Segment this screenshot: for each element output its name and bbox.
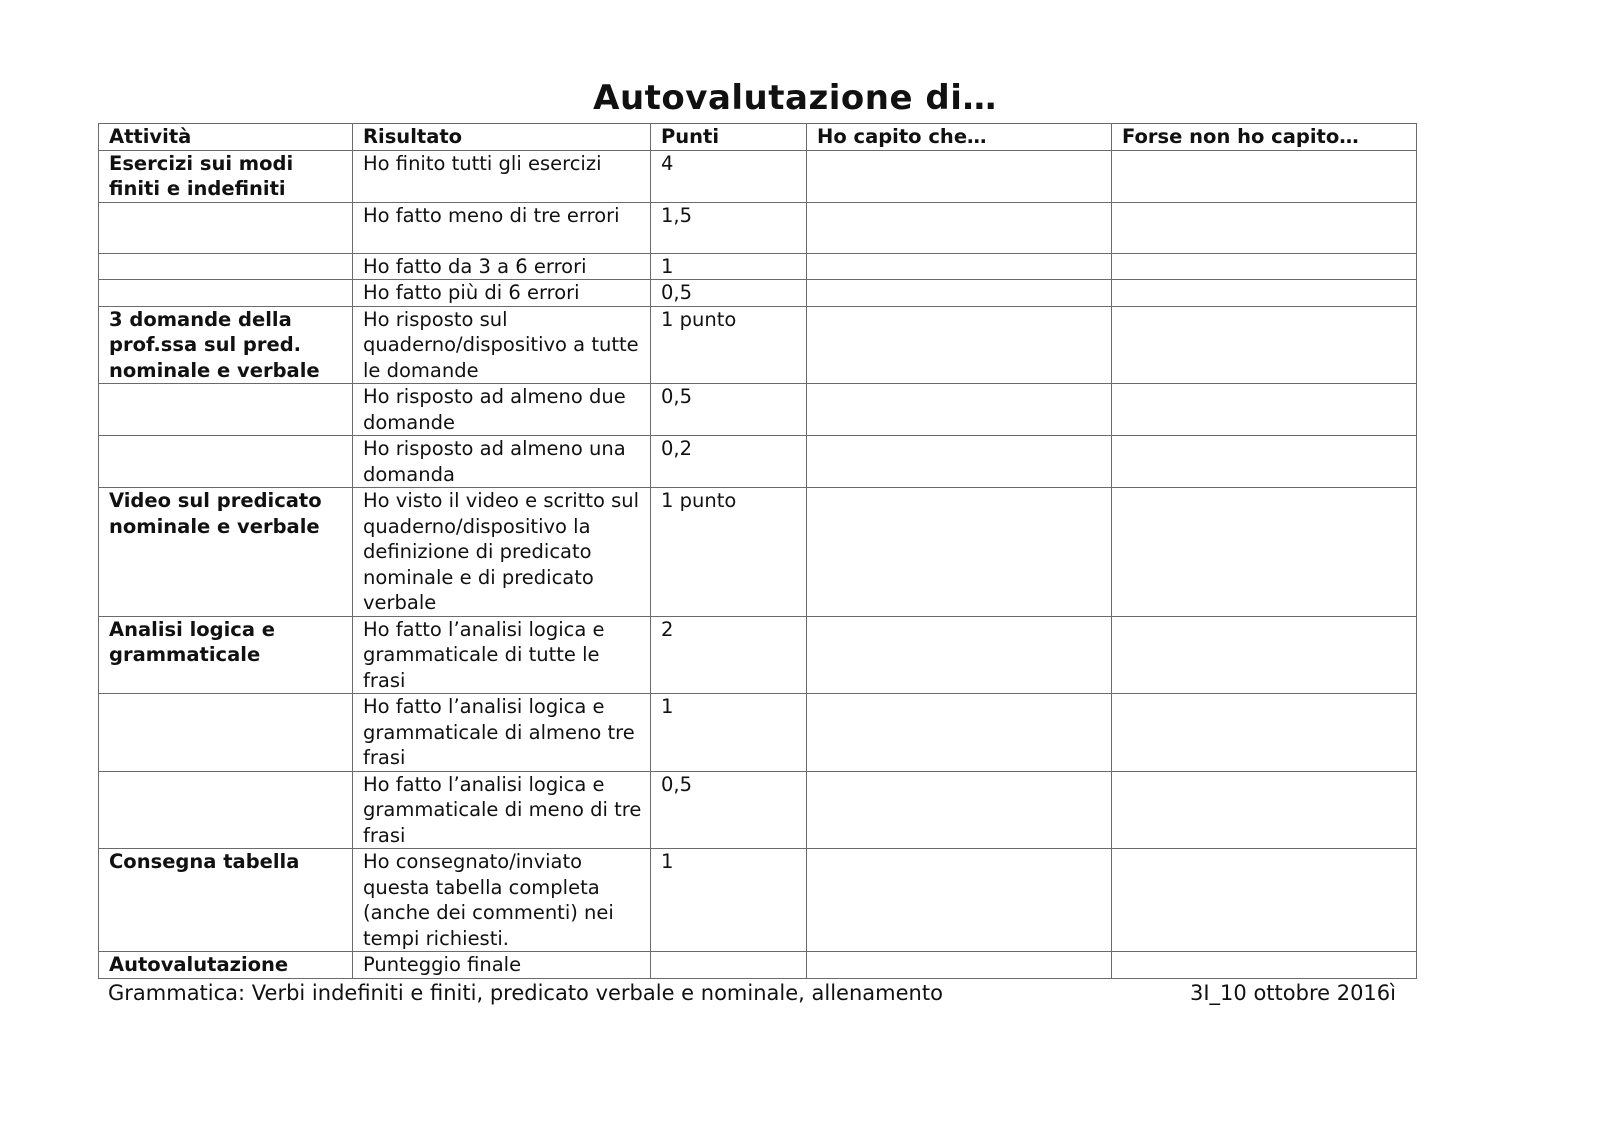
activity-cell: Analisi logica e grammaticale: [99, 616, 353, 694]
not-understood-cell[interactable]: [1112, 952, 1417, 979]
result-cell: Ho fatto l’analisi logica e grammaticale di almeno tre frasi: [353, 694, 651, 772]
activity-cell: Autovalutazione: [99, 952, 353, 979]
points-cell: 0,2: [651, 436, 807, 488]
table-row: [99, 202, 1417, 253]
not-understood-cell[interactable]: [1112, 253, 1417, 280]
points-cell: 1: [651, 849, 807, 952]
table-row: [99, 694, 1417, 772]
activity-cell: [99, 694, 353, 772]
not-understood-cell[interactable]: [1112, 384, 1417, 436]
table-row: [99, 436, 1417, 488]
result-cell: Ho fatto meno di tre errori: [353, 202, 651, 253]
result-cell: Ho fatto l’analisi logica e grammaticale di meno di tre frasi: [353, 771, 651, 849]
table-row: [99, 280, 1417, 307]
points-cell: 1,5: [651, 202, 807, 253]
table-row: [99, 488, 1417, 617]
result-cell: Ho fatto da 3 a 6 errori: [353, 253, 651, 280]
points-cell: 1: [651, 694, 807, 772]
result-cell: Ho fatto più di 6 errori: [353, 280, 651, 307]
points-cell[interactable]: [651, 952, 807, 979]
footer-class-date: 3I_10 ottobre 2016ì: [1190, 981, 1396, 1005]
understood-cell[interactable]: [807, 384, 1112, 436]
activity-cell: 3 domande della prof.ssa sul pred. nominale e verbale: [99, 306, 353, 384]
activity-cell: [99, 771, 353, 849]
not-understood-cell[interactable]: [1112, 771, 1417, 849]
not-understood-cell[interactable]: [1112, 280, 1417, 307]
activity-cell: Esercizi sui modi finiti e indefiniti: [99, 150, 353, 202]
understood-cell[interactable]: [807, 306, 1112, 384]
result-cell: Ho risposto ad almeno due domande: [353, 384, 651, 436]
footer-subject: Grammatica: Verbi indefiniti e finiti, predicato verbale e nominale, allenamento: [108, 981, 943, 1005]
result-cell: Ho risposto ad almeno una domanda: [353, 436, 651, 488]
activity-cell: [99, 280, 353, 307]
header-not-understood: Forse non ho capito…: [1112, 124, 1417, 151]
activity-cell: [99, 436, 353, 488]
understood-cell[interactable]: [807, 771, 1112, 849]
points-cell: 1 punto: [651, 488, 807, 617]
understood-cell[interactable]: [807, 952, 1112, 979]
understood-cell[interactable]: [807, 694, 1112, 772]
result-cell: Ho consegnato/inviato questa tabella completa (anche dei commenti) nei tempi richiesti.: [353, 849, 651, 952]
table-row: [99, 771, 1417, 849]
not-understood-cell[interactable]: [1112, 488, 1417, 617]
activity-cell: [99, 384, 353, 436]
table-header-row: [99, 124, 1417, 151]
result-cell: Ho finito tutti gli esercizi: [353, 150, 651, 202]
header-result: Risultato: [353, 124, 651, 151]
points-cell: 1: [651, 253, 807, 280]
table-row: [99, 253, 1417, 280]
result-cell: Ho fatto l’analisi logica e grammaticale di tutte le frasi: [353, 616, 651, 694]
points-cell: 0,5: [651, 771, 807, 849]
understood-cell[interactable]: [807, 202, 1112, 253]
understood-cell[interactable]: [807, 616, 1112, 694]
not-understood-cell[interactable]: [1112, 306, 1417, 384]
page-title: Autovalutazione di…: [593, 78, 997, 118]
not-understood-cell[interactable]: [1112, 150, 1417, 202]
understood-cell[interactable]: [807, 849, 1112, 952]
result-cell: Ho visto il video e scritto sul quaderno/dispositivo la definizione di predicato nominale e di predicato verbale: [353, 488, 651, 617]
not-understood-cell[interactable]: [1112, 694, 1417, 772]
result-cell: Punteggio finale: [353, 952, 651, 979]
points-cell: 2: [651, 616, 807, 694]
not-understood-cell[interactable]: [1112, 202, 1417, 253]
table-row: [99, 306, 1417, 384]
header-understood: Ho capito che…: [807, 124, 1112, 151]
table-row: [99, 952, 1417, 979]
activity-cell: Video sul predicato nominale e verbale: [99, 488, 353, 617]
understood-cell[interactable]: [807, 488, 1112, 617]
points-cell: 0,5: [651, 384, 807, 436]
activity-cell: Consegna tabella: [99, 849, 353, 952]
points-cell: 0,5: [651, 280, 807, 307]
understood-cell[interactable]: [807, 436, 1112, 488]
not-understood-cell[interactable]: [1112, 849, 1417, 952]
table-row: [99, 849, 1417, 952]
header-activity: Attività: [99, 124, 353, 151]
result-cell: Ho risposto sul quaderno/dispositivo a tutte le domande: [353, 306, 651, 384]
points-cell: 1 punto: [651, 306, 807, 384]
table-row: [99, 150, 1417, 202]
understood-cell[interactable]: [807, 280, 1112, 307]
table-row: [99, 616, 1417, 694]
understood-cell[interactable]: [807, 150, 1112, 202]
activity-cell: [99, 253, 353, 280]
not-understood-cell[interactable]: [1112, 616, 1417, 694]
points-cell: 4: [651, 150, 807, 202]
table-row: [99, 384, 1417, 436]
header-points: Punti: [651, 124, 807, 151]
activity-cell: [99, 202, 353, 253]
understood-cell[interactable]: [807, 253, 1112, 280]
self-assessment-table: [98, 123, 1417, 979]
not-understood-cell[interactable]: [1112, 436, 1417, 488]
